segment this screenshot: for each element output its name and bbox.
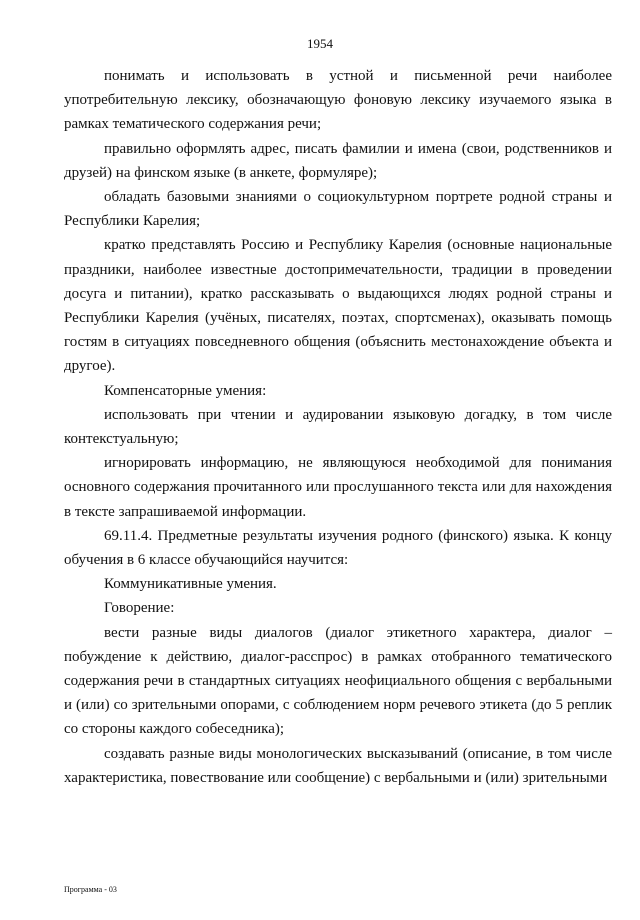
- footer-label: Программа - 03: [64, 885, 117, 894]
- paragraph-address: правильно оформлять адрес, писать фамилии и имена (свои, родственников и друзей) на финском языке (в анкете, формуляре);: [64, 140, 612, 181]
- paragraph-section-69-11-4: 69.11.4. Предметные результаты изучения родного (финского) языка. К концу обучения в 6 классе обучающийся научится:: [64, 527, 612, 569]
- paragraph-ignore-info: игнорировать информацию, не являющуюся необходимой для понимания основного содержания прочитанного или прослушанного текста или для нахождения в тексте запрашиваемой информации.: [64, 455, 612, 520]
- paragraph-dialogues: вести разные виды диалогов (диалог этикетного характера, диалог – побуждение к действию, диалог-расспрос) в рамках отобранного тематического содержания речи в стандартных ситуациях неофициального общения с вербальными и (или) со зрительными опорами, с соблюдением норм речевого этикета (до 5 реплик со стороны каждого собеседника);: [64, 624, 612, 738]
- document-body: [64, 64, 612, 790]
- paragraph-lexicon: понимать и использовать в устной и письменной речи наиболее употребительную лексику, обозначающую фоновую лексику изучаемого языка в рамках тематического содержания речи;: [64, 68, 612, 133]
- paragraph-monologues: создавать разные виды монологических высказываний (описание, в том числе характеристика, повествование или сообщение) с вербальными и (или) зрительными: [64, 745, 612, 786]
- paragraph-speaking: Говорение:: [104, 600, 175, 617]
- paragraph-present-country: кратко представлять Россию и Республику Карелия (основные национальные праздники, наиболее известные достопримечательности, традиции в проведении досуга и питании), кратко рассказывать о выдающихся людях родной страны и Республики Карелия (учёных, писателях, поэтах, спортсменах), оказывать помощь гостям в ситуациях повседневного общения (объяснить местонахождение объекта и другое).: [64, 237, 612, 375]
- paragraph-compensatory-heading: Компенсаторные умения:: [104, 382, 267, 399]
- paragraph-sociocultural: обладать базовыми знаниями о социокультурном портрете родной страны и Республики Карелия;: [64, 189, 612, 230]
- paragraph-language-guess: использовать при чтении и аудировании языковую догадку, в том числе контекстуальную;: [64, 406, 612, 448]
- page-number: 1954: [307, 36, 333, 51]
- paragraph-communicative-skills: Коммуникативные умения.: [104, 576, 277, 593]
